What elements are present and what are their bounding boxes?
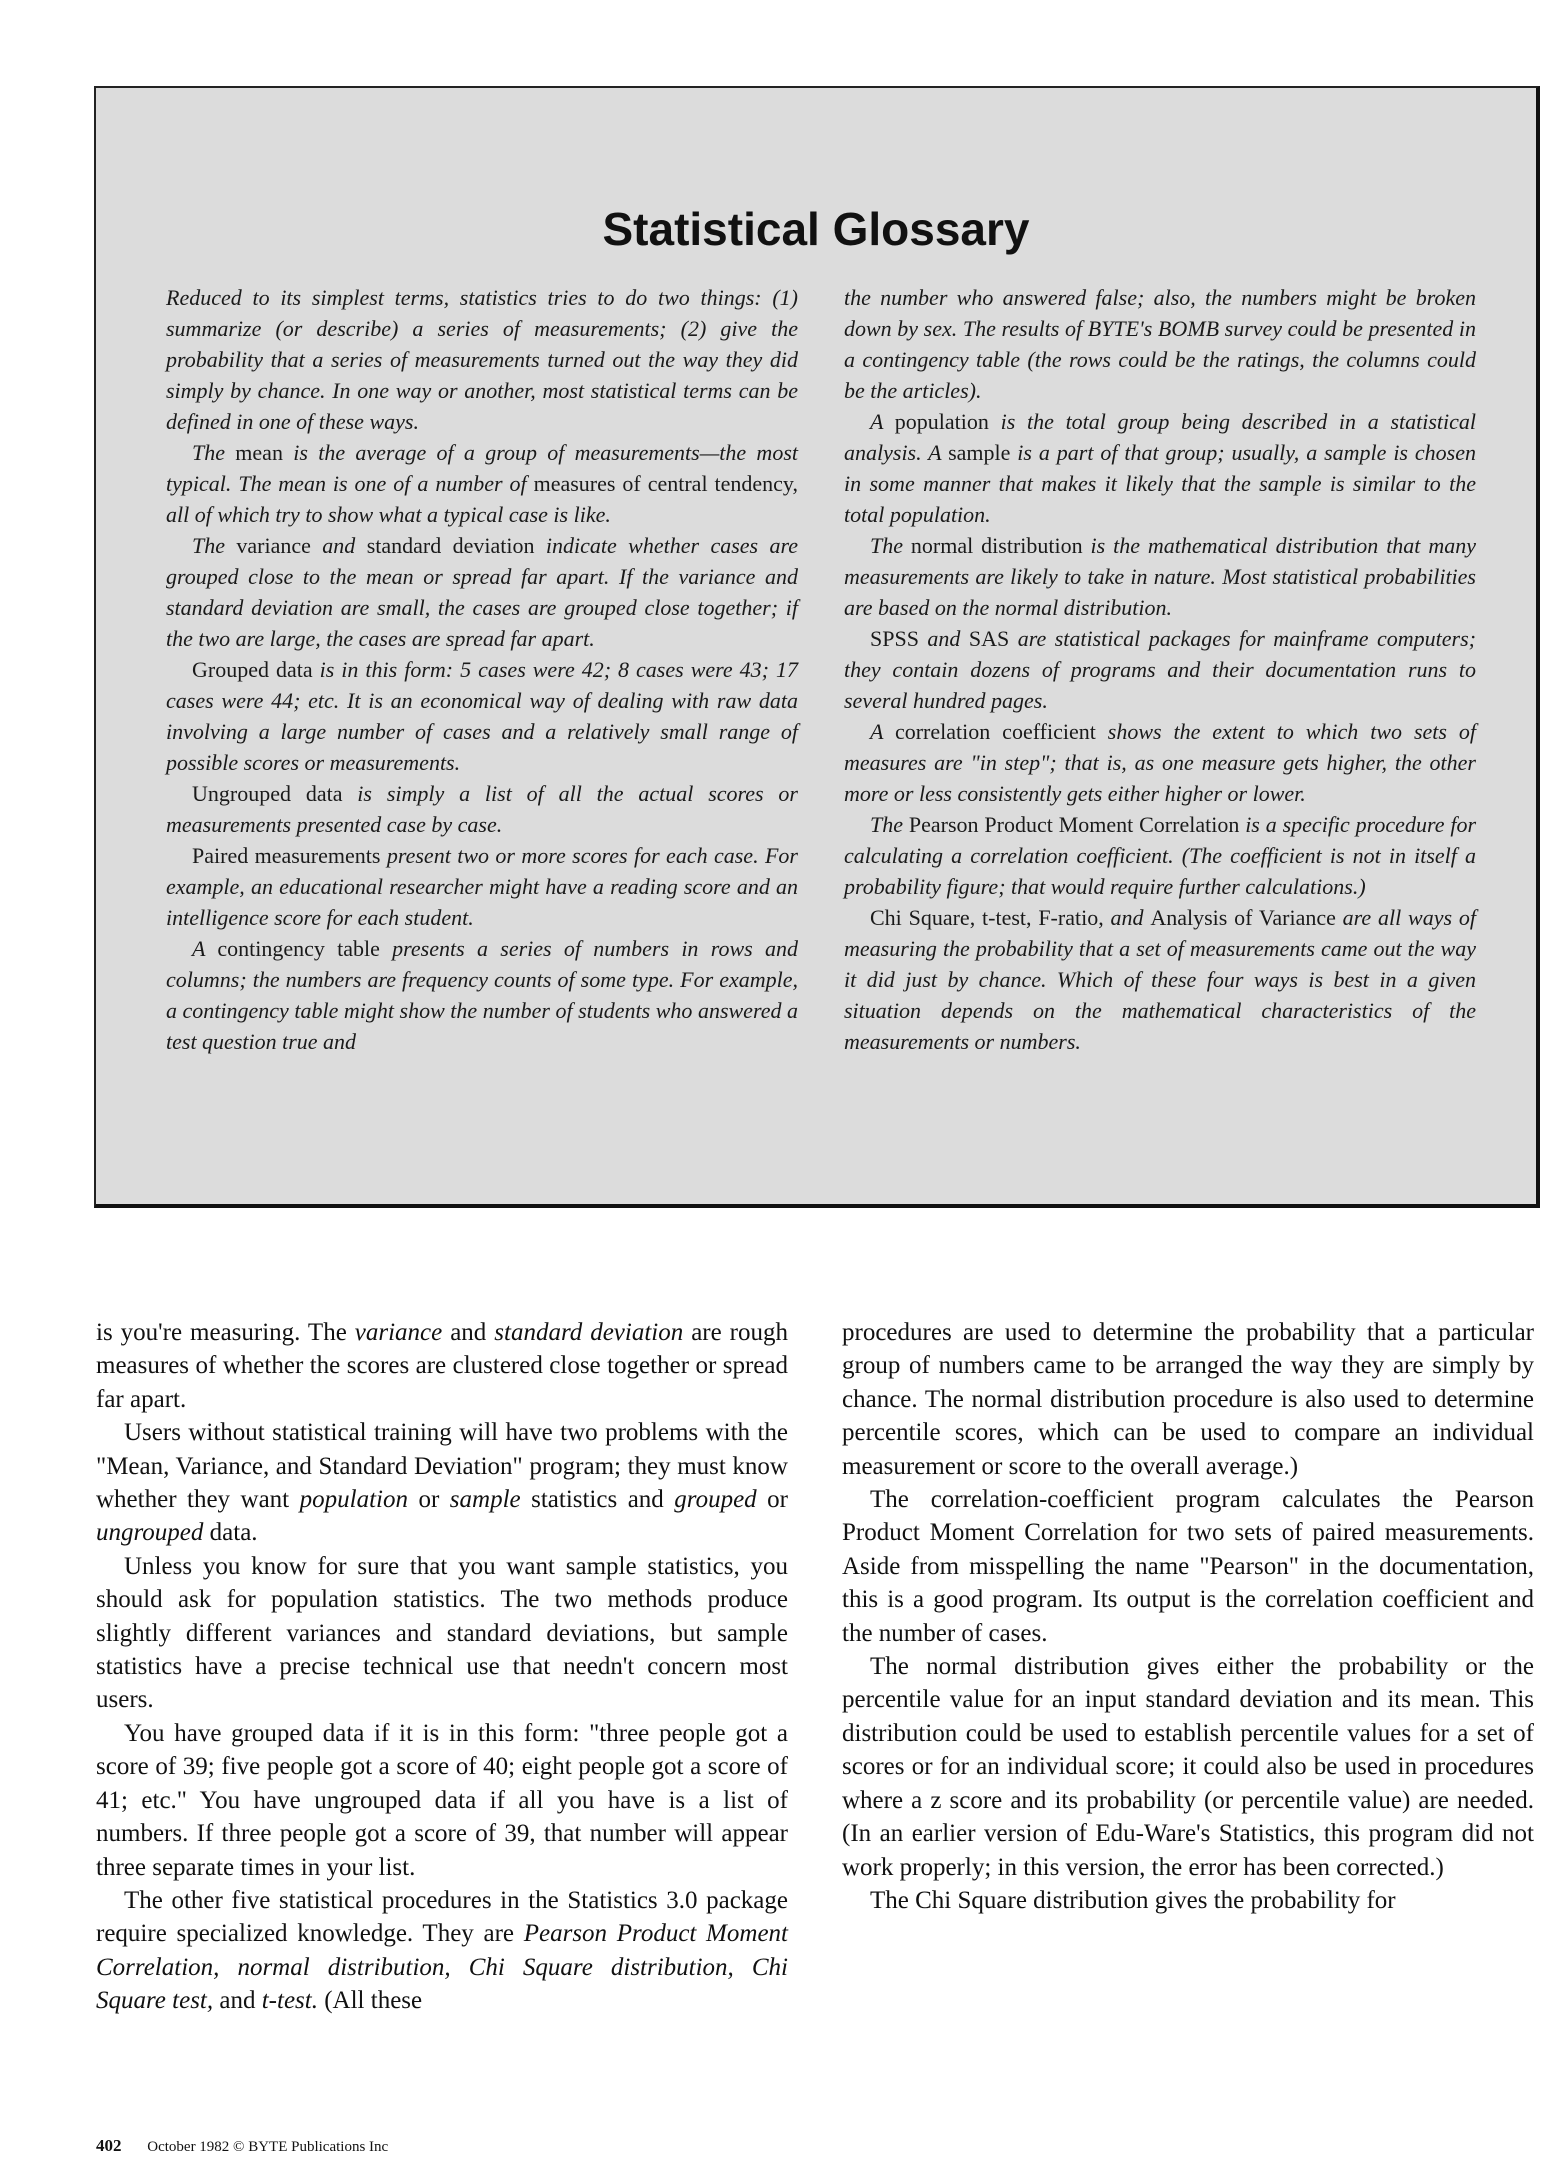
paragraph-text: is you're measuring. The: [96, 1319, 355, 1346]
paragraph-text: or: [407, 1486, 450, 1514]
paragraph: [844, 282, 1476, 406]
term-text: standard deviation: [494, 1319, 684, 1346]
paragraph: [842, 1650, 1534, 1884]
paragraph-text: is a part of that group; usually, a sample is chosen in some manner that makes it likely that the sample is similar to the total population.: [844, 440, 1476, 527]
term-text: Grouped data: [192, 657, 313, 682]
term-text: standard deviation: [366, 533, 535, 558]
paragraph-text: indicate whether cases are grouped close to the mean or spread far apart. If the variance and standard deviation are small, the cases are grouped close together; if the two are large, the cases are spread far apart.: [166, 533, 798, 651]
paragraph-text: is the average of a group of measurements—the most typical. The mean is one of a number of: [166, 440, 798, 496]
paragraph: [166, 437, 798, 530]
sidebar-title: Statistical Glossary: [602, 203, 1030, 255]
paragraph: [96, 1717, 788, 1884]
paragraph-text: The correlation-coefficient program calculates the Pearson Product Moment Correlation for two sets of paired measurements. Aside from misspelling the name "Pearson" in the documentation, this is a good program. Its output is the correlation coefficient and the number of cases.: [842, 1486, 1534, 1647]
sidebar-left-column: [166, 282, 798, 1057]
paragraph: [844, 406, 1476, 530]
paragraph-text: present two or more scores for each case. For example, an educational researcher might have a reading score and an intelligence score for each student.: [166, 843, 798, 930]
paragraph-text: and: [442, 1319, 495, 1346]
term-text: population: [894, 409, 989, 434]
paragraph-text: You have grouped data if it is in this form: "three people got a score of 39; five people got a score of 40; eight people got a score of 41; etc." You have ungrouped data if all you have is a list of numbers. If three people got a score of 39, that number will appear three separate times in your list.: [96, 1719, 788, 1881]
paragraph: [842, 1884, 1534, 1917]
term-text: Paired measurements: [192, 843, 381, 868]
paragraph-text: are statistical packages for mainframe computers; they contain dozens of programs and their documentation runs to several hundred pages.: [844, 626, 1477, 713]
paragraph: [844, 530, 1476, 623]
paragraph: [844, 902, 1476, 1057]
term-text: variance: [236, 533, 311, 558]
term-text: SPSS: [870, 626, 919, 651]
paragraph: [844, 716, 1476, 809]
page-number: 402: [96, 2136, 122, 2155]
paragraph-text: and: [1103, 905, 1151, 930]
paragraph-text: are all ways of measuring the probability that a set of measurements came out the way it did just by chance. Which of these four ways is best in a given situation depends on the mathematical characteristics of the measurements or numbers.: [844, 905, 1476, 1054]
paragraph-text: The: [870, 812, 909, 837]
term-text: Pearson Product Moment Correlation, normal distribution, Chi Square distribution, Chi Square test,: [96, 1920, 788, 2015]
term-text: Analysis of Variance: [1150, 905, 1336, 930]
term-text: contingency table: [217, 936, 380, 961]
paragraph-text: data.: [203, 1519, 258, 1547]
paragraph: [844, 623, 1476, 716]
paragraph-text: are rough measures of whether the scores are clustered close together or spread far apart.: [96, 1319, 789, 1413]
paragraph: [166, 282, 798, 437]
paragraph-text: A: [870, 719, 895, 744]
term-text: grouped: [674, 1486, 757, 1514]
paragraph-text: A: [192, 936, 218, 961]
paragraph: [844, 809, 1476, 902]
paragraph-text: shows the extent to which two sets of measures are "in step"; that is, as one measure gets higher, the other more or less consistently gets either higher or lower.: [844, 719, 1476, 806]
term-text: Ungrouped data: [192, 781, 343, 806]
paragraph: [96, 1550, 788, 1717]
term-text: variance: [354, 1319, 443, 1346]
paragraph: [842, 1316, 1534, 1483]
paragraph-text: and: [213, 1987, 262, 2015]
article-right-column: [842, 1316, 1534, 1917]
paragraph-text: Unless you know for sure that you want sample statistics, you should ask for population statistics. The two methods produce slightly different variances and standard deviations, but sample statistics have a precise technical use that needn't concern most users.: [96, 1552, 788, 1714]
paragraph-text: is simply a list of all the actual scores or measurements presented case by case.: [166, 781, 798, 837]
term-text: mean: [235, 440, 283, 465]
glossary-sidebar-box: [94, 86, 1540, 1208]
paragraph-text: statistics and: [520, 1486, 675, 1514]
paragraph-text: The: [192, 533, 237, 558]
paragraph-text: presents a series of numbers in rows and columns; the numbers are frequency counts of some type. For example, a contingency table might show the number of students who answered a test question true and: [166, 936, 798, 1054]
paragraph-text: (All these: [317, 1987, 423, 2015]
paragraph-text: all of which try to show what a typical case is like.: [166, 502, 611, 527]
paragraph: [96, 1416, 788, 1550]
paragraph-text: The normal distribution gives either the probability or the percentile value for an input standard deviation and its mean. This distribution could be used to establish percentile values for a set of scores or for an individual score; it could also be used in procedures where a z score and its probability (or percentile value) are needed. (In an earlier version of Edu-Ware's Statistics, this program did not work properly; in this version, the error has been corrected.): [842, 1653, 1534, 1881]
term-text: Chi Square, t-test, F-ratio,: [870, 905, 1104, 930]
term-text: sample: [449, 1486, 521, 1514]
article-left-column: [96, 1316, 788, 2018]
paragraph-text: The: [870, 533, 911, 558]
term-text: ungrouped: [96, 1519, 204, 1547]
paragraph-text: Users without statistical training will have two problems with the "Mean, Variance, and Standard Deviation" program; they must know whether they want: [96, 1419, 788, 1514]
paragraph: [166, 933, 798, 1057]
paragraph: [166, 654, 798, 778]
paragraph-text: Reduced to its simplest terms, statistics tries to do two things: (1) summarize (or describe) a series of measurements; (2) give the probability that a series of measurements turned out the way they did simply by chance. In one way or another, most statistical terms can be defined in one of these ways.: [166, 285, 798, 434]
paragraph-text: is a specific procedure for calculating a correlation coefficient. (The coefficient is not in itself a probability figure; that would require further calculations.): [844, 812, 1477, 899]
paragraph-text: or: [756, 1486, 789, 1514]
sidebar-right-column: [844, 282, 1476, 1057]
paragraph: [166, 778, 798, 840]
paragraph-text: The Chi Square distribution gives the probability for: [870, 1886, 1396, 1914]
term-text: normal distribution: [910, 533, 1083, 558]
term-text: population: [299, 1486, 408, 1514]
paragraph-text: A: [870, 409, 895, 434]
term-text: Pearson Product Moment Correlation: [908, 812, 1240, 837]
paragraph: [166, 840, 798, 933]
term-text: correlation coefficient: [894, 719, 1096, 744]
footer-credit: October 1982 © BYTE Publications Inc: [147, 2139, 389, 2155]
page-footer: [96, 2136, 388, 2156]
term-text: measures of central tendency,: [533, 471, 798, 496]
paragraph-text: procedures are used to determine the probability that a particular group of numbers came to be arranged the way they are simply by chance. The normal distribution procedure is also used to determine percentile scores, which can be used to compare an individual measurement or score to the overall average.): [842, 1319, 1534, 1480]
paragraph: [96, 1884, 788, 2018]
paragraph-text: is in this form: 5 cases were 42; 8 cases were 43; 17 cases were 44; etc. It is an economical way of dealing with raw data involving a large number of cases and a relatively small range of possible scores or measurements.: [166, 657, 798, 775]
paragraph: [166, 530, 798, 654]
term-text: sample: [948, 440, 1011, 465]
paragraph-text: is the total group being described in a statistical analysis. A: [844, 409, 1477, 465]
paragraph-text: and: [918, 626, 969, 651]
paragraph-text: and: [310, 533, 367, 558]
paragraph-text: the number who answered false; also, the numbers might be broken down by sex. The results of BYTE's BOMB survey could be presented in a contingency table (the rows could be the ratings, the columns could be the articles).: [844, 285, 1476, 403]
paragraph-text: The: [192, 440, 236, 465]
term-text: t-test.: [261, 1987, 318, 2015]
paragraph-text: is the mathematical distribution that many measurements are likely to take in nature. Most statistical probabilities are based on the normal distribution.: [844, 533, 1476, 620]
paragraph: [96, 1316, 788, 1416]
paragraph: [842, 1483, 1534, 1650]
term-text: SAS: [968, 626, 1010, 651]
paragraph-text: The other five statistical procedures in the Statistics 3.0 package require specialized knowledge. They are: [96, 1886, 788, 1948]
